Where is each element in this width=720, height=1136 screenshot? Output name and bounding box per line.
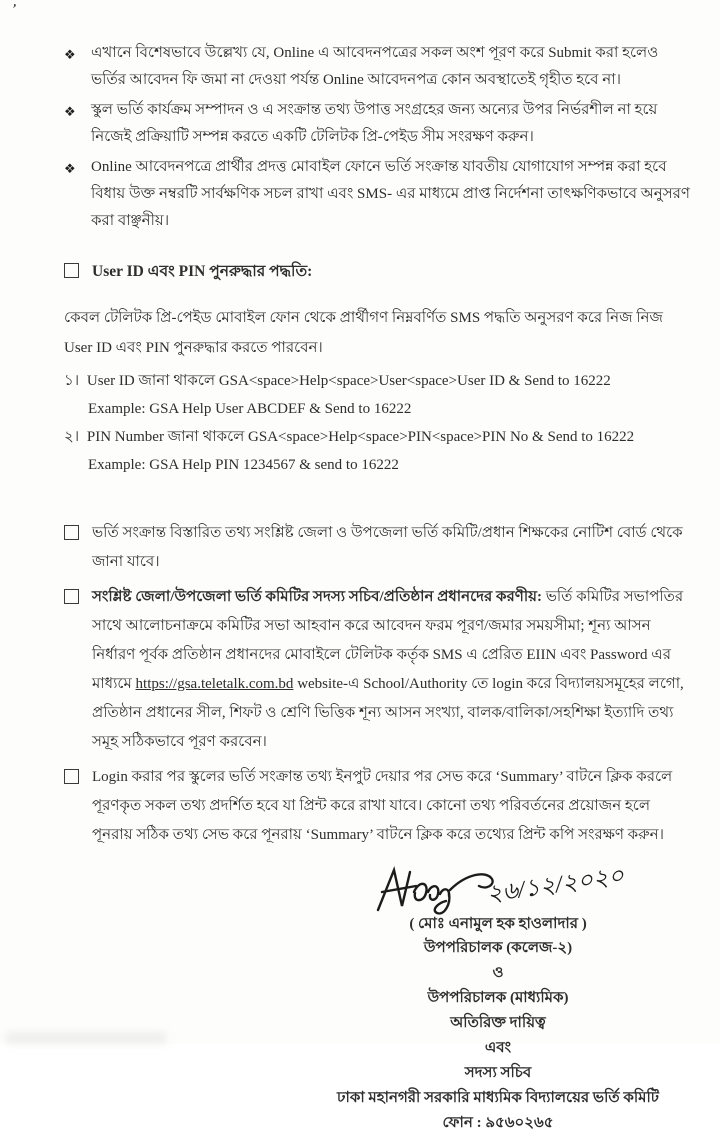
recovery-heading-text: User ID এবং PIN পুনরুদ্ধার পদ্ধতি: bbox=[92, 263, 313, 280]
signature-block bbox=[312, 862, 684, 1136]
note-text: এখানে বিশেষভাবে উল্লেখ্য যে, Online এ আবেদনপত্রের সকল অংশ পূরণ করে Submit করা হলেও ভর্তির আবেদন ফি জমা না দেওয়া পর্যন্ত Online আবেদনপত্র কোন অবস্থাতেই গৃহীত হবে না। bbox=[91, 45, 659, 88]
note-item bbox=[64, 154, 690, 235]
instruction-text bbox=[92, 583, 690, 757]
signatory-title-2: উপপরিচালক (মাধ্যমিক) bbox=[427, 990, 569, 1006]
checkbox-icon bbox=[64, 589, 79, 604]
signature-stroke bbox=[414, 884, 427, 900]
corner-ink-mark: ’ bbox=[9, 1, 18, 19]
step-example: Example: GSA Help PIN 1234567 & send to 16222 bbox=[88, 457, 399, 473]
note-text: স্কুল ভর্তি কার্যক্রম সম্পাদন ও এ সংক্রান্ত তথ্য উপাত্ত সংগ্রহের জন্য অন্যের উপর নির্ভরশীল না হয়ে নিজেই প্রক্রিয়াটি সম্পন্ন করতে একটি টেলিটক প্রি-পেইড সীম সংরক্ষণ করুন। bbox=[91, 102, 658, 145]
instruction-list bbox=[64, 519, 690, 850]
diamond-bullet-icon: ❖ bbox=[64, 47, 76, 62]
scan-smudge-artifact bbox=[6, 1032, 166, 1044]
diamond-bullet-icon: ❖ bbox=[64, 104, 76, 119]
signatory-title-1: উপপরিচালক (কলেজ-২) bbox=[423, 940, 573, 956]
checkbox-icon bbox=[64, 769, 79, 784]
instruction-body: ভর্তি কমিটির সভাপতির সাথে আলোচনাক্রমে কমিটির সভা আহবান করে আবেদন ফরম পূরণ/জমার সময়সীমা; শূন্য আসন নির্ধারণ পূর্বক প্রতিষ্ঠান প্রধানদের মোবাইলে টেলিটক কর্তৃক SMS এ প্রেরিত EIIN এবং Password এর মাধ্যমে bbox=[92, 589, 684, 692]
note-item bbox=[64, 40, 690, 94]
signature-date: ২৬/১২/২০২০ bbox=[485, 862, 626, 908]
checkbox-icon bbox=[64, 525, 79, 540]
checkbox-icon bbox=[64, 263, 79, 278]
instruction-text bbox=[92, 519, 690, 577]
sms-steps bbox=[64, 367, 690, 479]
website-url-text: https://gsa.teletalk.com.bd bbox=[135, 676, 294, 692]
signatory-conjunction-1: ও bbox=[492, 965, 504, 981]
sms-step bbox=[64, 423, 690, 451]
signatory-title-4: সদস্য সচিব bbox=[464, 1065, 532, 1081]
signatory-name: ( মোঃ এনামুল হক হাওলাদার ) bbox=[409, 916, 587, 932]
diamond-bullet-icon: ❖ bbox=[64, 161, 76, 176]
instruction-item bbox=[64, 583, 690, 757]
phone-number: ফোন : ৯৫৬০২৬৫ bbox=[442, 1115, 554, 1131]
step-example: Example: GSA Help User ABCDEF & Send to 16222 bbox=[88, 401, 412, 417]
instruction-body: Login করার পর স্কুলের ভর্তি সংক্রান্ত তথ্য ইনপুট দেয়ার পর সেভ করে ‘Summary’ বাটনে ক্লিক করলে পূরণকৃত সকল তথ্য প্রদর্শিত হবে যা প্রিন্ট করে রাখা যাবে। কোনো তথ্য পরিবর্তনের প্রয়োজন হলে পূনরায় সঠিক তথ্য সেভ করে পূনরায় ‘Summary’ বাটনে ক্লিক করে তথ্যের প্রিন্ট কপি সংরক্ষণ করুন। bbox=[92, 769, 673, 843]
instruction-text bbox=[92, 763, 690, 850]
instruction-lead: সংশ্লিষ্ট জেলা/উপজেলা ভর্তি কমিটির সদস্য সচিব/প্রতিষ্ঠান প্রধানদের করণীয়: bbox=[92, 589, 542, 605]
notes-section bbox=[64, 40, 690, 235]
signatory-title-3: অতিরিক্ত দায়িত্ব bbox=[450, 1015, 546, 1031]
note-text: Online আবেদনপত্রে প্রার্থীর প্রদত্ত মোবাইল ফোনে ভর্তি সংক্রান্ত যাবতীয় যোগাযোগ সম্পন্ন করা হবে বিধায় উক্ত নম্বরটি সার্বক্ষণিক সচল রাখা এবং SMS- এর মাধ্যমে প্রাপ্ত নির্দেশনা তাৎক্ষণিকভাবে অনুসরণ করা বাঞ্ছনীয়। bbox=[91, 159, 690, 229]
instruction-body: ভর্তি সংক্রান্ত বিস্তারিত তথ্য সংশ্লিষ্ট জেলা ও উপজেলা ভর্তি কমিটি/প্রধান শিক্ষকের নোটিশ বোর্ড থেকে জানা যাবে। bbox=[92, 525, 683, 570]
instruction-item bbox=[64, 519, 690, 577]
note-item bbox=[64, 97, 690, 151]
committee-name: ঢাকা মহানগরী সরকারি মাধ্যমিক বিদ্যালয়ের ভর্তি কমিটি bbox=[337, 1090, 659, 1106]
sms-step bbox=[64, 367, 690, 395]
instruction-item bbox=[64, 763, 690, 850]
step-text: User ID জানা থাকলে GSA<space>Help<space>User<space>User ID & Send to 16222 bbox=[86, 373, 611, 389]
signature-stroke bbox=[440, 889, 449, 896]
instruction-body-after: website-এ School/Authority তে login করে বিদ্যালয়সমূহের লগো, প্রতিষ্ঠান প্রধানের সীল, শিফট ও শ্রেণি ভিত্তিক শূন্য আসন সংখ্যা, বালক/বালিকা/সহশিক্ষা ইত্যাদি তথ্য সমূহ সঠিকভাবে পূরণ করবেন। bbox=[92, 676, 684, 750]
signature-scribble bbox=[370, 862, 670, 918]
recovery-intro: কেবল টেলিটক প্রি-পেইড মোবাইল ফোন থেকে প্রার্থীগণ নিম্নবর্ণিত SMS পদ্ধতি অনুসরণ করে নিজ নিজ User ID এবং PIN পুনরুদ্ধার করতে পারবেন। bbox=[64, 310, 663, 356]
recovery-section-heading bbox=[64, 259, 690, 285]
signature-stroke bbox=[428, 886, 438, 900]
step-text: PIN Number জানা থাকলে GSA<space>Help<space>PIN<space>PIN No & Send to 16222 bbox=[86, 429, 635, 445]
signatory-conjunction-2: এবং bbox=[484, 1040, 512, 1056]
step-number: ১। bbox=[64, 373, 80, 389]
step-number: ২। bbox=[64, 429, 80, 445]
